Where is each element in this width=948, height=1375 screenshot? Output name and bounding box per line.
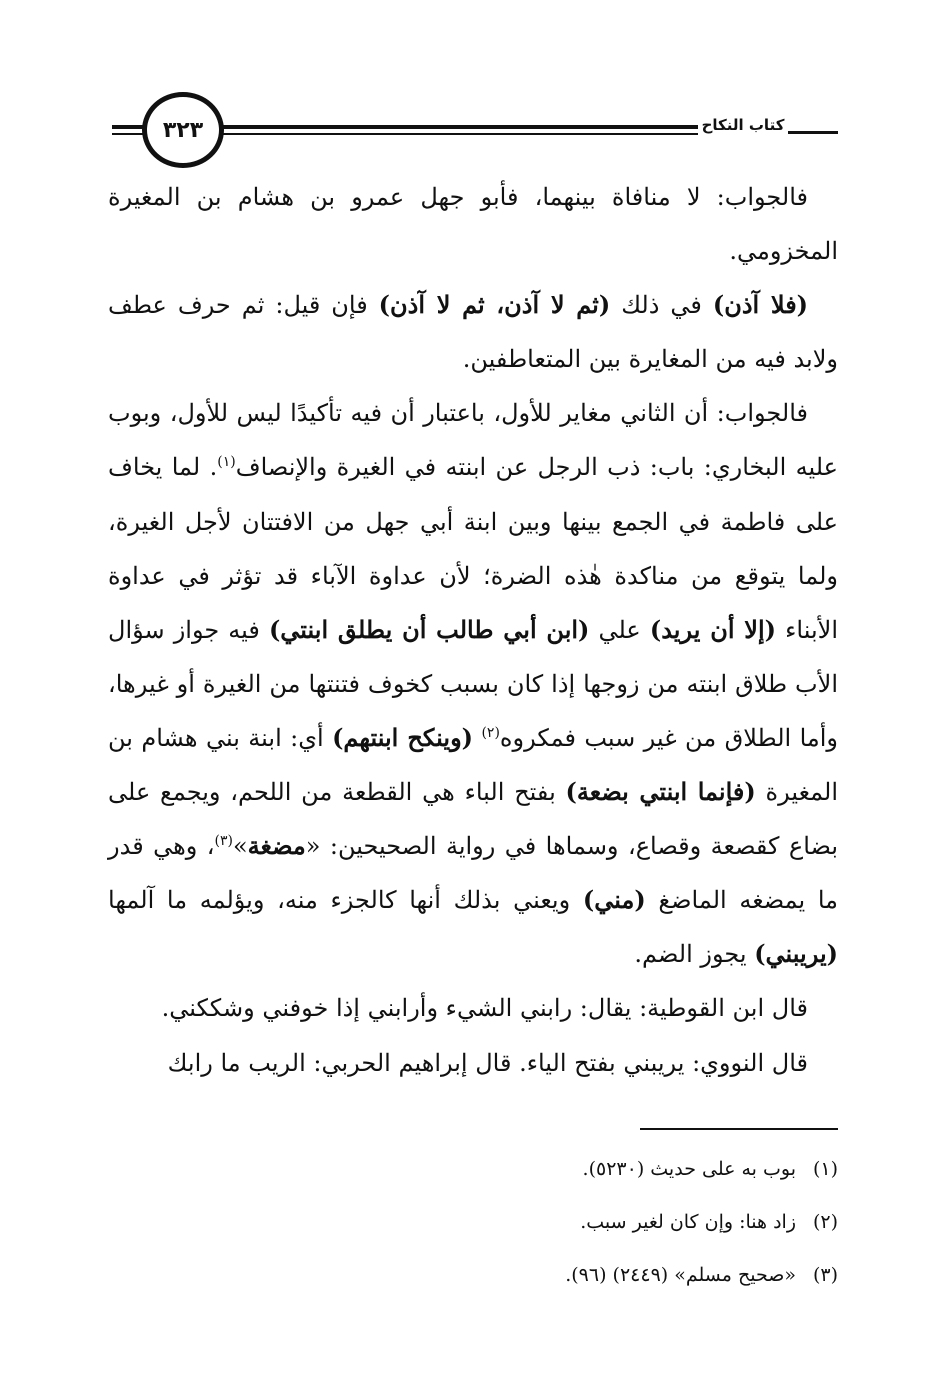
paragraph-2	[108, 278, 838, 386]
hadith-quote: (مني)	[582, 885, 646, 915]
text-run: في ذلك	[610, 291, 713, 320]
text-run: علي	[589, 615, 650, 644]
paragraph-4	[108, 981, 838, 1035]
hadith-quote: (ابن أبي طالب أن يطلق ابنتي)	[268, 614, 590, 644]
footnote-separator	[640, 1128, 838, 1130]
footnote-2	[300, 1196, 838, 1249]
paragraph-3	[108, 386, 838, 981]
footnote-number: (٣)	[812, 1264, 838, 1286]
page-number-badge	[142, 92, 224, 168]
header-rule-right-thin	[220, 133, 698, 135]
hadith-quote: (فلا آذن)	[712, 290, 809, 320]
paragraph-5	[108, 1036, 838, 1090]
hadith-quote: (فإنما ابنتي بضعة)	[565, 777, 756, 807]
text-run: قال النووي: يريبني بفتح الياء. قال إبراهيم الحربي: الريب ما رابك	[167, 1048, 808, 1077]
footnote-number: (١)	[812, 1158, 838, 1180]
text-run: فإن قيل: ثم حرف عطف ولابد فيه من المغايرة بين المتعاطفين.	[108, 291, 838, 374]
hadith-quote: (إلا أن يريد)	[649, 614, 777, 644]
main-text	[108, 170, 838, 1090]
footnote-ref-3: (٣)	[214, 833, 233, 850]
text-run: »	[232, 832, 248, 861]
footnote-text: بوب به على حديث (٥٢٣٠).	[582, 1158, 796, 1180]
hadith-quote: (وينكح ابنتهم)	[332, 722, 474, 752]
text-run: قال ابن القوطية: يقال: رابني الشيء وأرابني إذا خوفني وشككني.	[161, 994, 808, 1023]
paragraph-1	[108, 170, 838, 278]
quoted-word: مضغة	[247, 831, 306, 861]
text-run: فالجواب: أن الثاني مغاير للأول، باعتبار أن فيه تأكيدًا ليس للأول، وبوب عليه البخاري: باب: ذب الرجل عن ابنته في الغيرة والإنصاف	[108, 399, 838, 482]
text-run: أي: ابنة بني هشام بن المغيرة	[108, 723, 838, 807]
footnote-1	[300, 1143, 838, 1196]
text-run: ويعني بذلك أنها كالجزء منه، ويؤلمه ما آلمها	[108, 886, 583, 915]
footnote-3	[300, 1249, 838, 1302]
header-rule-right	[220, 125, 698, 129]
hadith-quote: (ثم لا آذن، ثم لا آذن)	[378, 290, 611, 320]
footnote-ref-1: (١)	[217, 454, 236, 471]
footnote-ref-2: (٢)	[481, 724, 500, 741]
footnote-text: زاد هنا: وإن كان لغير سبب.	[580, 1211, 796, 1233]
text-run: فيه جواز سؤال الأب طلاق ابنته من زوجها إذا كان بسبب كخوف فتنتها من الغيرة أو غيرها، وأما الطلاق من غير سبب فمكروه	[108, 615, 839, 752]
page-number: ٣٢٣	[162, 117, 204, 143]
page-header	[112, 92, 838, 172]
text-run: يجوز الضم.	[634, 940, 755, 969]
footnotes	[300, 1143, 838, 1302]
text-run: فالجواب: لا منافاة بينهما، فأبو جهل عمرو بن هشام بن المغيرة المخزومي.	[108, 183, 838, 266]
text-run: بفتح الباء هي القطعة من اللحم، ويجمع على بضاع كقصعة وقصاع، وسماها في رواية الصحيحين: «	[108, 778, 838, 861]
text-run: ، وهي قدر ما يمضغه الماضغ	[108, 832, 838, 915]
header-rule-tail	[788, 131, 838, 134]
footnote-number: (٢)	[812, 1211, 838, 1233]
text-run: . لما يخاف على فاطمة في الجمع بينها وبين ابنة أبي جهل من الافتتان لأجل الغيرة، ولما يتوقع من مناكدة هٰذه الضرة؛ لأن عداوة الآباء قد تؤثر في عداوة الأبناء	[108, 453, 838, 644]
running-title: كتاب النكاح	[701, 116, 785, 134]
hadith-quote: (يريبني)	[754, 939, 838, 969]
footnote-text: «صحيح مسلم» (٢٤٤٩) (٩٦).	[565, 1264, 796, 1286]
